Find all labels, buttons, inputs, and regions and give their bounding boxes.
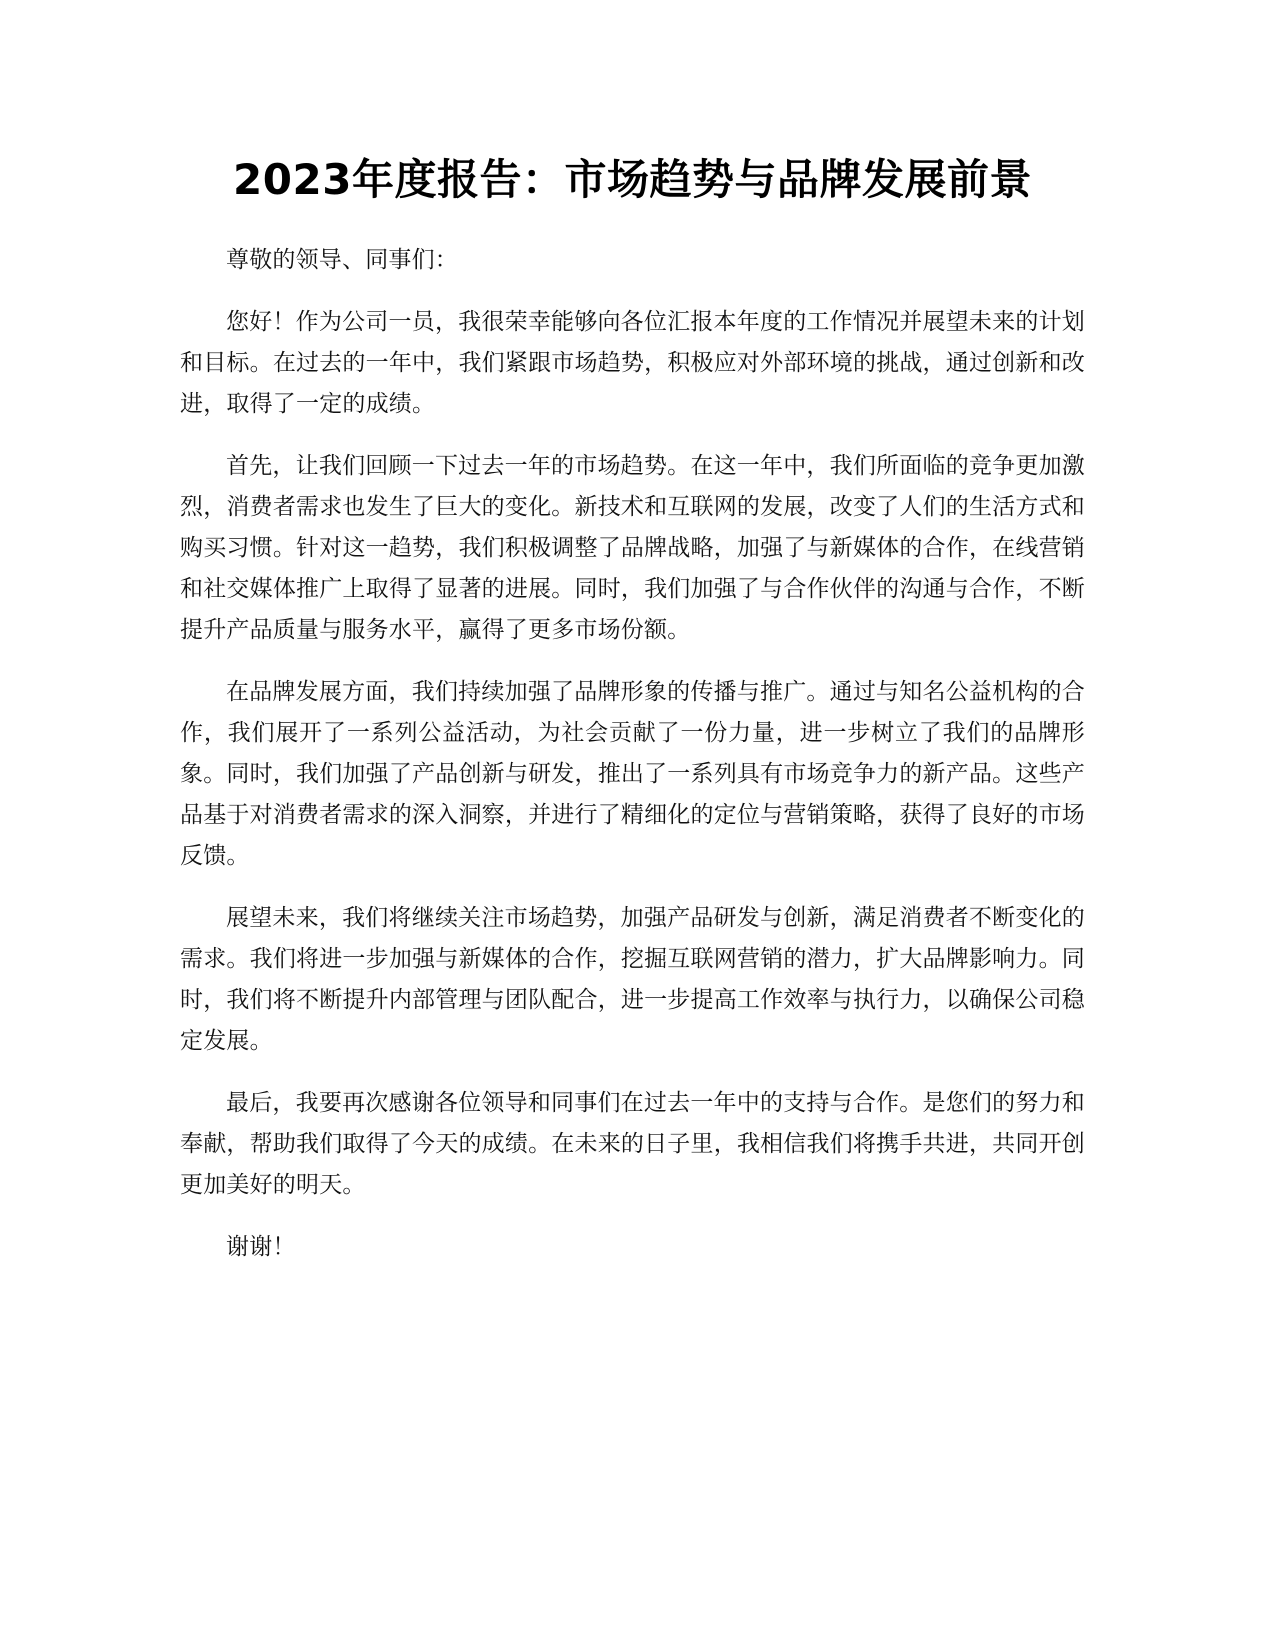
document-title: 2023年度报告：市场趋势与品牌发展前景 [233,155,1032,204]
document-body [180,240,1085,1289]
market-trends-paragraph: 首先，让我们回顾一下过去一年的市场趋势。在这一年中，我们所面临的竞争更加激烈，消费者需求也发生了巨大的变化。新技术和互联网的发展，改变了人们的生活方式和购买习惯。针对这一趋势，我们积极调整了品牌战略，加强了与新媒体的合作，在线营销和社交媒体推广上取得了显著的进展。同时，我们加强了与合作伙伴的沟通与合作，不断提升产品质量与服务水平，赢得了更多市场份额。 [180,453,1085,643]
closing-paragraph: 谢谢！ [226,1234,296,1260]
outlook-paragraph: 展望未来，我们将继续关注市场趋势，加强产品研发与创新，满足消费者不断变化的需求。我们将进一步加强与新媒体的合作，挖掘互联网营销的潜力，扩大品牌影响力。同时，我们将不断提升内部管理与团队配合，进一步提高工作效率与执行力，以确保公司稳定发展。 [180,905,1085,1054]
brand-development-paragraph: 在品牌发展方面，我们持续加强了品牌形象的传播与推广。通过与知名公益机构的合作，我们展开了一系列公益活动，为社会贡献了一份力量，进一步树立了我们的品牌形象。同时，我们加强了产品创新与研发，推出了一系列具有市场竞争力的新产品。这些产品基于对消费者需求的深入洞察，并进行了精细化的定位与营销策略，获得了良好的市场反馈。 [180,679,1085,869]
salutation-paragraph: 尊敬的领导、同事们： [226,247,458,273]
thanks-paragraph: 最后，我要再次感谢各位领导和同事们在过去一年中的支持与合作。是您们的努力和奉献，帮助我们取得了今天的成绩。在未来的日子里，我相信我们将携手共进，共同开创更加美好的明天。 [180,1090,1085,1198]
intro-paragraph: 您好！作为公司一员，我很荣幸能够向各位汇报本年度的工作情况并展望未来的计划和目标。在过去的一年中，我们紧跟市场趋势，积极应对外部环境的挑战，通过创新和改进，取得了一定的成绩。 [180,309,1085,417]
document-page [180,0,1085,1650]
